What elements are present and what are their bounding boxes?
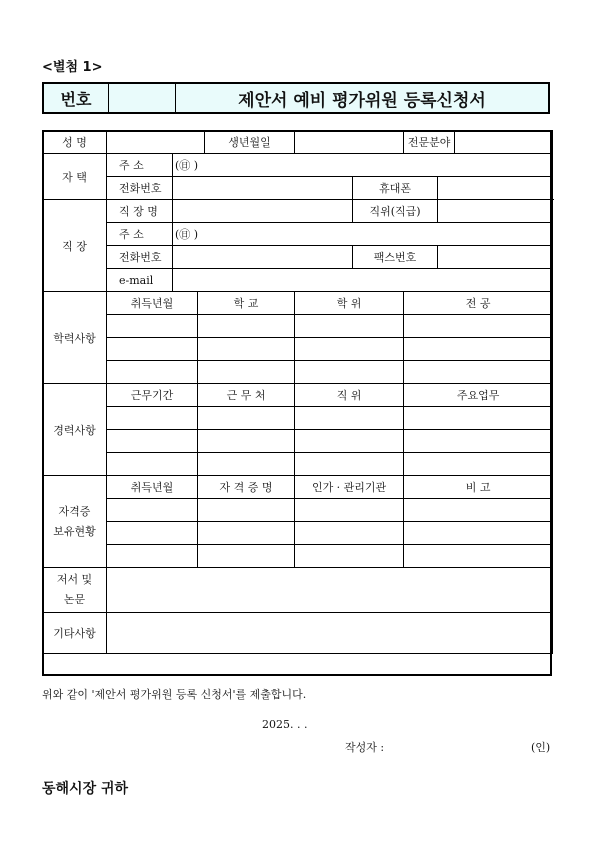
license-header: 비 고 (404, 476, 553, 499)
addressee: 동해시장 귀하 (42, 781, 129, 797)
email-field[interactable] (173, 269, 553, 292)
table-cell[interactable] (198, 522, 295, 545)
email-label: e-mail (107, 269, 173, 292)
number-field[interactable] (109, 84, 176, 112)
work-phone-field[interactable] (173, 246, 353, 269)
home-label: 자 택 (43, 154, 107, 200)
mobile-label: 휴대폰 (353, 177, 438, 200)
books-label-line1: 저서 및 (56, 573, 93, 586)
license-label-line2: 보유현황 (53, 524, 96, 538)
table-cell[interactable] (198, 315, 295, 338)
birth-label: 생년월일 (205, 131, 295, 154)
table-cell[interactable] (404, 361, 553, 384)
table-cell[interactable] (404, 522, 553, 545)
career-label: 경력사항 (43, 384, 107, 476)
table-cell[interactable] (295, 338, 404, 361)
license-label (43, 476, 107, 568)
table-cell[interactable] (404, 545, 553, 568)
work-address-field[interactable]: (㊐ ) (173, 223, 553, 246)
table-cell[interactable] (198, 545, 295, 568)
license-row (43, 545, 553, 568)
table-cell[interactable] (107, 499, 198, 522)
career-header: 주요업무 (404, 384, 553, 407)
form-title: 제안서 예비 평가위원 등록신청서 (176, 84, 548, 112)
field-field[interactable] (455, 131, 553, 154)
license-header: 자 격 증 명 (198, 476, 295, 499)
career-header: 근 무 처 (198, 384, 295, 407)
education-row (43, 338, 553, 361)
license-row (43, 499, 553, 522)
attachment-label: <별첨 1> (42, 60, 103, 75)
table-cell[interactable] (295, 361, 404, 384)
position-field[interactable] (438, 200, 553, 223)
license-label-line1: 자격증 (58, 504, 91, 518)
home-phone-label: 전화번호 (107, 177, 173, 200)
table-cell[interactable] (404, 499, 553, 522)
work-address-label: 주 소 (107, 223, 173, 246)
education-header: 취득년월 (107, 292, 198, 315)
table-cell[interactable] (107, 522, 198, 545)
table-cell[interactable] (295, 522, 404, 545)
table-cell[interactable] (107, 453, 198, 476)
table-cell[interactable] (107, 430, 198, 453)
career-row (43, 407, 553, 430)
seal-label: (인) (531, 741, 551, 754)
table-cell[interactable] (404, 430, 553, 453)
education-header: 학 위 (295, 292, 404, 315)
table-cell[interactable] (107, 407, 198, 430)
books-field[interactable] (107, 568, 553, 613)
table-cell[interactable] (198, 407, 295, 430)
education-header: 학 교 (198, 292, 295, 315)
workplace-label: 직 장 명 (107, 200, 173, 223)
books-label-line2: 논문 (63, 593, 86, 606)
table-cell[interactable] (295, 430, 404, 453)
home-address-label: 주 소 (107, 154, 173, 177)
career-row (43, 453, 553, 476)
work-label: 직 장 (43, 200, 107, 292)
table-cell[interactable] (198, 453, 295, 476)
license-header: 인가 · 관리기관 (295, 476, 404, 499)
etc-field[interactable] (107, 613, 553, 654)
field-label: 전문분야 (404, 131, 455, 154)
mobile-field[interactable] (438, 177, 553, 200)
declaration-text: 위와 같이 '제안서 평가위원 등록 신청서'를 제출합니다. (42, 688, 307, 701)
table-cell[interactable] (295, 453, 404, 476)
table-cell[interactable] (107, 545, 198, 568)
career-header: 근무기간 (107, 384, 198, 407)
fax-field[interactable] (438, 246, 553, 269)
title-bar (42, 82, 550, 114)
career-row (43, 430, 553, 453)
table-cell[interactable] (404, 453, 553, 476)
career-header: 직 위 (295, 384, 404, 407)
birth-field[interactable] (295, 131, 404, 154)
table-cell[interactable] (295, 545, 404, 568)
education-row (43, 315, 553, 338)
name-field[interactable] (107, 131, 205, 154)
position-label: 직위(직급) (353, 200, 438, 223)
writer-label: 작성자 : (345, 741, 385, 754)
table-cell[interactable] (295, 315, 404, 338)
table-cell[interactable] (198, 338, 295, 361)
etc-label: 기타사항 (43, 613, 107, 654)
education-row (43, 361, 553, 384)
table-cell[interactable] (295, 407, 404, 430)
table-cell[interactable] (198, 430, 295, 453)
name-label: 성 명 (43, 131, 107, 154)
table-cell[interactable] (295, 499, 404, 522)
home-phone-field[interactable] (173, 177, 353, 200)
table-cell[interactable] (107, 361, 198, 384)
education-header: 전 공 (404, 292, 553, 315)
education-label: 학력사항 (43, 292, 107, 384)
table-cell[interactable] (107, 338, 198, 361)
table-cell[interactable] (107, 315, 198, 338)
license-row (43, 522, 553, 545)
fax-label: 팩스번호 (353, 246, 438, 269)
home-address-field[interactable]: (㊐ ) (173, 154, 553, 177)
registration-form (42, 130, 553, 654)
number-label: 번호 (44, 84, 109, 112)
table-cell[interactable] (404, 338, 553, 361)
date-field[interactable]: 2025. . . (262, 718, 308, 731)
table-cell[interactable] (404, 407, 553, 430)
work-phone-label: 전화번호 (107, 246, 173, 269)
table-cell[interactable] (198, 499, 295, 522)
table-cell[interactable] (404, 315, 553, 338)
license-header: 취득년월 (107, 476, 198, 499)
workplace-field[interactable] (173, 200, 353, 223)
table-cell[interactable] (198, 361, 295, 384)
books-label (43, 568, 107, 613)
